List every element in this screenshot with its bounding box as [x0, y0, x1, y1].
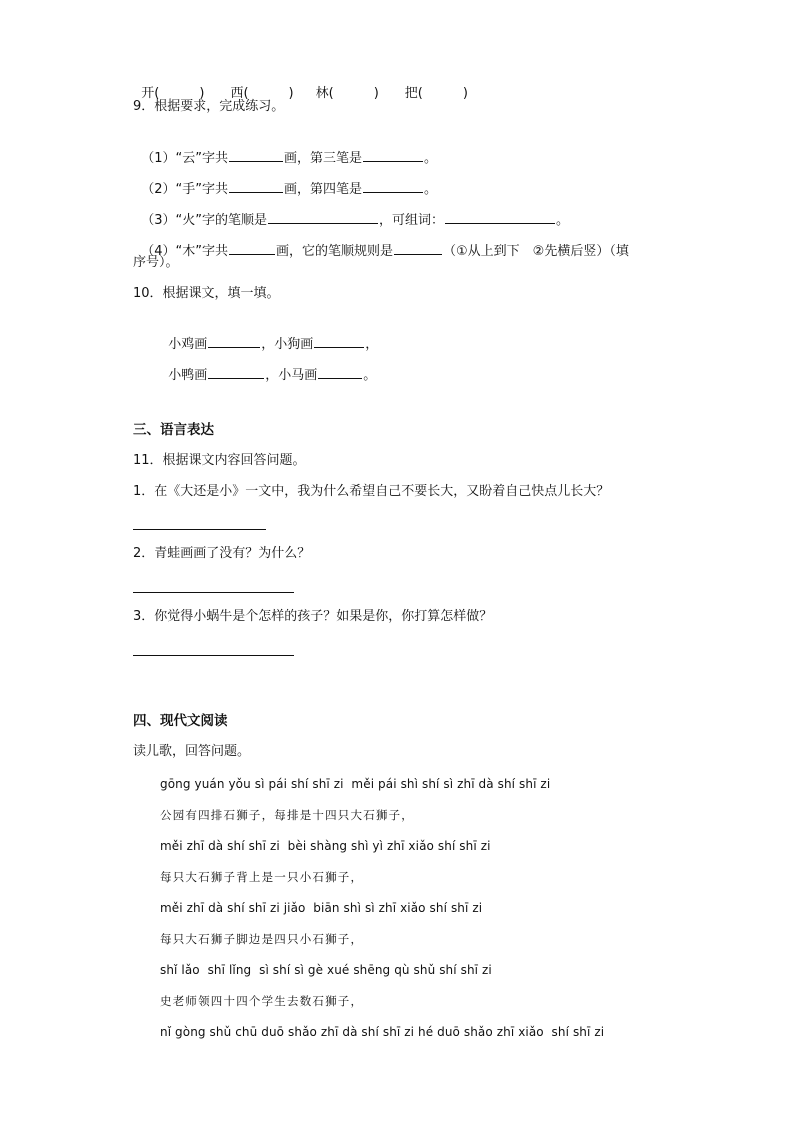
q8-char-1: 开 [141, 86, 155, 101]
poem-hanzi-4: 史老师领四十四个学生去数石狮子， [160, 994, 364, 1008]
q9-part4-cont: 序号）。 [133, 255, 179, 270]
q9-p1-blank-strokes[interactable] [229, 148, 283, 162]
q9-p4-blank-strokes[interactable] [229, 241, 275, 255]
q9-p4-blank-rule[interactable] [394, 241, 442, 255]
poem-pinyin-5: nǐ gòng shǔ chū duō shǎo zhī dà shí shī zi hé duō shǎo zhī xiǎo shí shī zi [160, 1025, 605, 1039]
q10-blank-duck[interactable] [208, 365, 264, 379]
q10-line1: 小鸡画 ，小狗画 ， [160, 316, 378, 354]
poem-hanzi-3: 每只大石狮子脚边是四只小石狮子， [160, 932, 364, 946]
poem-pinyin-2: měi zhī dà shí shī zi bèi shàng shì yì zhī xiǎo shí shī zi [160, 839, 491, 853]
poem-hanzi-1: 公园有四排石狮子，每排是十四只大石狮子， [160, 808, 414, 822]
section4-heading: 四、现代文阅读 [133, 713, 228, 729]
q9-p2-blank-fourth-stroke[interactable] [363, 179, 423, 193]
q9-p2-blank-strokes[interactable] [229, 179, 283, 193]
q8-row: 开( ) 西( ) 林( ) 把( ) [141, 86, 468, 101]
section4-intro: 读儿歌，回答问题。 [133, 744, 251, 759]
q10-blank-horse[interactable] [318, 365, 362, 379]
q10-line2: 小鸭画 ，小马画 。 [160, 347, 376, 385]
q11-sub2: 2．青蛙画画了没有？为什么？ [133, 546, 311, 561]
poem-pinyin-4: shǐ lǎo shī lǐng sì shí sì gè xué shēng qù shǔ shí shī zi [160, 963, 492, 977]
q11-sub3-answer-line[interactable] [133, 655, 294, 656]
q9-part2: （2）“手”字共 画，第四笔是 。 [133, 161, 437, 199]
poem-pinyin-3: měi zhī dà shí shī zi jiǎo biān shì sì zhī xiǎo shí shī zi [160, 901, 483, 915]
q10-blank-chick[interactable] [208, 334, 260, 348]
q9-part3: （3）“火”字的笔顺是 ，可组词： 。 [133, 192, 569, 230]
section3-heading: 三、语言表达 [133, 422, 214, 438]
q11-sub1: 1．在《大还是小》一文中，我为什么希望自己不要长大，又盼着自己快点儿长大？ [133, 484, 610, 499]
q9-part4: （4）“木”字共 画，它的笔顺规则是 （①从上到下 ②先横后竖）（填 [133, 223, 629, 261]
q9-title: 9．根据要求，完成练习。 [133, 99, 285, 114]
q11-sub3: 3．你觉得小蜗牛是个怎样的孩子？如果是你，你打算怎样做？ [133, 609, 493, 624]
poem-hanzi-2: 每只大石狮子背上是一只小石狮子， [160, 870, 364, 884]
q8-char-4: 把 [404, 86, 418, 101]
q8-char-2: 西 [230, 86, 244, 101]
poem-pinyin-1: gōng yuán yǒu sì pái shí shī zi měi pái shì shí sì zhī dà shí shī zi [160, 777, 551, 791]
q9-p3-blank-order[interactable] [268, 210, 378, 224]
q8-char-3: 林 [315, 86, 329, 101]
q11-sub1-answer-line[interactable] [133, 529, 266, 530]
q9-part1: （1）“云”字共 画，第三笔是 。 [133, 130, 437, 168]
q10-title: 10．根据课文，填一填。 [133, 286, 280, 301]
q10-blank-dog[interactable] [314, 334, 364, 348]
q11-title: 11．根据课文内容回答问题。 [133, 453, 306, 468]
q9-p1-blank-third-stroke[interactable] [363, 148, 423, 162]
q11-sub2-answer-line[interactable] [133, 592, 294, 593]
q9-p3-blank-word[interactable] [445, 210, 555, 224]
